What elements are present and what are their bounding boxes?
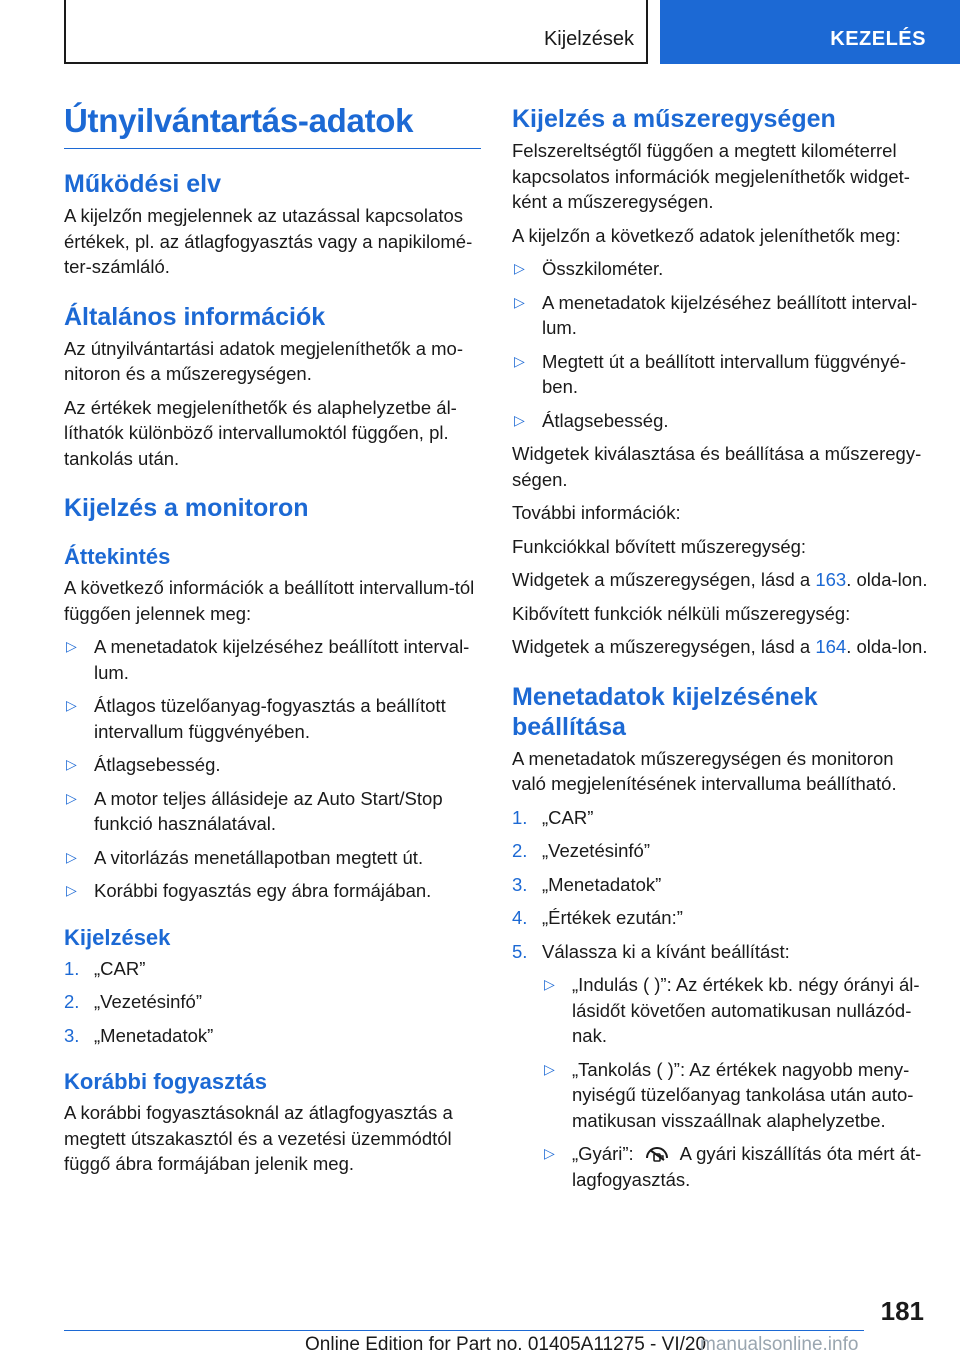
paragraph: Kibővített funkciók nélküli műszeregység: bbox=[512, 602, 851, 624]
cross-reference-164: Widgetek a műszeregységen, lásd a 164. olda-lon. bbox=[512, 636, 928, 657]
step-item: 1. „CAR” bbox=[512, 806, 594, 828]
heading-kijelzes-a-muszeregysegen: Kijelzés a műszeregységen bbox=[512, 105, 836, 133]
heading-altalanos-informaciok: Általános információk bbox=[64, 302, 326, 331]
overview-list bbox=[64, 634, 481, 904]
triangle-right-icon: ▷ bbox=[66, 697, 77, 713]
paragraph: Felszereltségtől függően a megtett kilométerrel kapcsolatos információk megjeleníthetők widget-ként a műszeregységen. bbox=[512, 140, 910, 212]
triangle-right-icon: ▷ bbox=[66, 756, 77, 772]
heading-menetadatok-beallitasa: Menetadatok kijelzésének beállítása bbox=[512, 682, 818, 741]
heading-korabbi-fogyasztas: Korábbi fogyasztás bbox=[64, 1069, 267, 1094]
list-item: ▷ Összkilométer. bbox=[512, 256, 928, 282]
triangle-right-icon: ▷ bbox=[66, 789, 77, 806]
step-item: 2. „Vezetésinfó” bbox=[64, 991, 202, 1012]
settings-steps-list bbox=[512, 805, 928, 1193]
paragraph: Az értékek megjeleníthetők és alaphelyzetbe ál-líthatók különböző intervallumoktól függően, pl. tankolás után. bbox=[64, 396, 457, 469]
list-item: ▷ A menetadatok kijelzéséhez beállított interval-lum. bbox=[66, 636, 470, 683]
fuel-consumption-icon bbox=[644, 1144, 670, 1164]
heading-kijelzes-a-monitoron: Kijelzés a monitoron bbox=[64, 494, 309, 522]
list-item: ▷ A vitorlázás menetállapotban megtett út. bbox=[64, 845, 481, 871]
triangle-right-icon: ▷ bbox=[66, 638, 77, 654]
triangle-right-icon: ▷ bbox=[514, 411, 525, 428]
cross-reference-163: Widgetek a műszeregységen, lásd a 163. olda-lon. bbox=[512, 569, 928, 590]
paragraph: Widgetek kiválasztása és beállítása a műszeregy-ségen. bbox=[512, 443, 922, 490]
paragraph: A következő információk a beállított intervallum-tól függően jelennek meg: bbox=[64, 577, 475, 624]
page-number: 181 bbox=[880, 1296, 924, 1326]
triangle-right-icon: ▷ bbox=[66, 848, 77, 865]
paragraph: A kijelzőn megjelennek az utazással kapcsolatos értékek, pl. az átlagfogyasztás vagy a napikilomé-ter-számláló. bbox=[64, 205, 473, 277]
list-item: ▷ Átlagsebesség. bbox=[64, 752, 481, 778]
footer-divider bbox=[64, 1330, 864, 1331]
paragraph: További információk: bbox=[512, 502, 681, 523]
option-item: ▷ „Indulás ( )”: Az értékek kb. négy órányi ál-lásidőt követően automatikusan nullázód-nak. bbox=[544, 974, 920, 1046]
paragraph: Funkciókkal bővített műszeregység: bbox=[512, 535, 807, 557]
list-item: ▷ Átlagsebesség. bbox=[512, 408, 928, 434]
edition-note: Online Edition for Part no. 01405A11275 - VI/20 bbox=[305, 1334, 707, 1355]
list-item: ▷ Megtett út a beállított intervallum függvényé-ben. bbox=[514, 350, 907, 397]
step-item: 3. „Menetadatok” bbox=[64, 1024, 214, 1046]
list-item: ▷ Korábbi fogyasztás egy ábra formájában. bbox=[64, 878, 481, 904]
list-item: ▷ A menetadatok kijelzéséhez beállított interval-lum. bbox=[514, 291, 918, 338]
paragraph: A menetadatok műszeregységen és monitoron való megjelenítésének intervalluma beállítható. bbox=[512, 747, 897, 794]
option-item: ▷ „Tankolás ( )”: Az értékek nagyobb meny-nyiségű tüzelőanyag tankolása után auto-matikusan visszaállnak alaphelyzetbe. bbox=[544, 1058, 914, 1131]
triangle-right-icon: ▷ bbox=[544, 1145, 555, 1161]
heading-kijelzesek: Kijelzések bbox=[64, 924, 171, 950]
cluster-data-list bbox=[512, 256, 928, 433]
page-link-163[interactable]: 163 bbox=[815, 569, 847, 590]
step-item: 5. Válassza ki a kívánt beállítást: ▷ „Indulás ( )”: Az értékek kb. négy órányi ál-lásidőt követően automatikusan nullázód-nak. ▷ „Tankolás ( )”: Az értékek nagyobb meny-nyiségű tüzelőanyag tankolása után auto-matikusan visszaállnak alaphelyzetbe. ▷ „Gyári”: A gyári kiszállítás óta mért át-lagfogyasztás. bbox=[512, 939, 928, 1193]
right-column bbox=[512, 96, 928, 1200]
list-item: ▷ A motor teljes állásideje az Auto Start/Stop funkció használatával. bbox=[66, 787, 443, 834]
steps-list bbox=[64, 956, 481, 1049]
step-item: 1. „CAR” bbox=[64, 957, 146, 979]
paragraph: A korábbi fogyasztásoknál az átlagfogyasztás a megtett útszakasztól és a vezetési üzemmódtól függő ábra formájában jelenik meg. bbox=[64, 1102, 453, 1174]
triangle-right-icon: ▷ bbox=[514, 260, 525, 276]
triangle-right-icon: ▷ bbox=[544, 1060, 555, 1077]
triangle-right-icon: ▷ bbox=[544, 976, 555, 992]
header-chapter-label: KEZELÉS bbox=[830, 28, 926, 50]
watermark: manualsonline.info bbox=[700, 1334, 859, 1355]
option-item: ▷ „Gyári”: A gyári kiszállítás óta mért át-lagfogyasztás. bbox=[544, 1143, 922, 1190]
triangle-right-icon: ▷ bbox=[514, 293, 525, 310]
triangle-right-icon: ▷ bbox=[514, 352, 525, 369]
heading-attekintes: Áttekintés bbox=[64, 544, 171, 569]
header-chapter-tab bbox=[660, 0, 960, 64]
left-column bbox=[64, 96, 481, 1185]
header-section-title: Kijelzések bbox=[543, 28, 634, 50]
step-item: 4. „Értékek ezután:” bbox=[512, 907, 683, 928]
header-section-box bbox=[64, 0, 648, 64]
options-list bbox=[542, 972, 928, 1192]
heading-mukodesi-elv: Működési elv bbox=[64, 170, 221, 198]
page-link-164[interactable]: 164 bbox=[815, 636, 847, 657]
paragraph: A kijelzőn a következő adatok jeleníthetők meg: bbox=[512, 224, 901, 246]
triangle-right-icon: ▷ bbox=[66, 882, 77, 898]
page-title-block bbox=[64, 102, 481, 149]
page-title: Útnyilvántartás-adatok bbox=[64, 102, 414, 139]
paragraph: Az útnyilvántartási adatok megjeleníthetők a mo-nitoron és a műszeregységen. bbox=[64, 337, 463, 384]
step-item: 3. „Menetadatok” bbox=[512, 873, 662, 895]
list-item: ▷ Átlagos tüzelőanyag-fogyasztás a beállított intervallum függvényében. bbox=[66, 695, 446, 742]
step-item: 2. „Vezetésinfó” bbox=[512, 840, 650, 861]
